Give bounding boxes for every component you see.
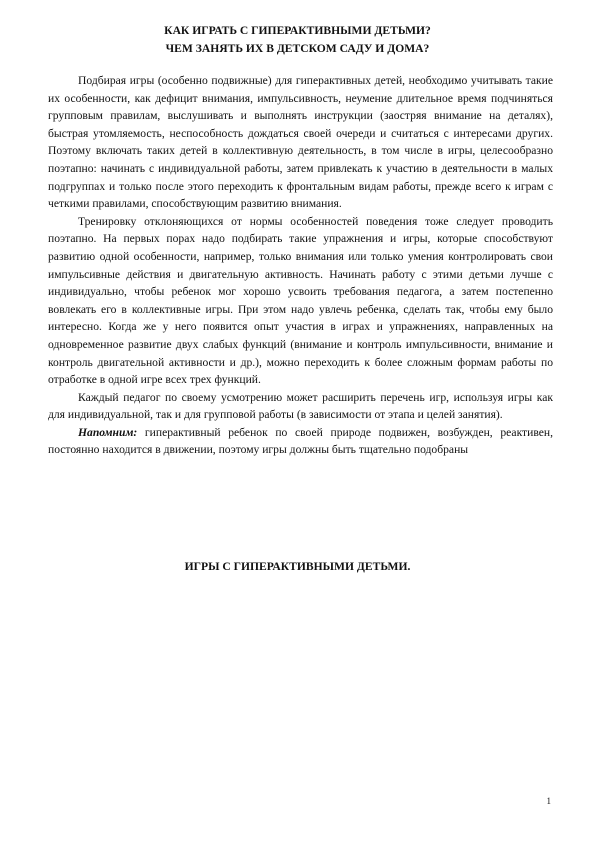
reminder-paragraph: [48, 424, 553, 459]
title-line-2: ЧЕМ ЗАНЯТЬ ИХ В ДЕТСКОМ САДУ И ДОМА?: [165, 42, 430, 55]
page-title: [60, 22, 535, 58]
section-heading: ИГРЫ С ГИПЕРАКТИВНЫМИ ДЕТЬМИ.: [184, 560, 411, 573]
title-line-1: КАК ИГРАТЬ С ГИПЕРАКТИВНЫМИ ДЕТЬМИ?: [164, 24, 431, 37]
paragraph-3: Каждый педагог по своему усмотрению может расширить перечень игр, используя игры как для индивидуальной, так и для групповой работы (в зависимости от этапа и целей занятия).: [48, 390, 553, 422]
page-number: 1: [546, 796, 551, 806]
paragraph-2: Тренировку отклоняющихся от нормы особенностей поведения тоже следует проводить поэтапно. На первых порах надо подбирать такие упражнения и игры, которые способствуют развитию одной особенности, например, только внимания или только умения контролировать свои импульсивные действия и двигательную активность. Начинать работу с этими детьми лучше с индивидуально, чтобы ребенок мог хорошо усвоить требования педагога, а затем постепенно вовлекать его в коллективные игры. При этом надо увлечь ребенка, сделать так, чтобы ему было интересно. Когда же у него появится опыт участия в играх и упражнениях, направленных на одновременное развитие двух слабых функций (внимание и контроль импульсивности, внимание и контроль двигательной активности и др.), можно переходить к более сложным формам работы по отработке в одной игре всех трех функций.: [48, 214, 553, 387]
reminder-lead: Напомним:: [78, 425, 138, 439]
body-text: [48, 72, 553, 459]
paragraph-1: Подбирая игры (особенно подвижные) для гиперактивных детей, необходимо учитывать такие их особенности, как дефицит внимания, импульсивность, неумение длительное время подчиняться групповым правилам, выслушивать и выполнять инструкции (заостряя внимание на деталях), быстрая утомляемость, неспособность дождаться своей очереди и считаться с интересами других. Поэтому включать таких детей в коллективную деятельность, в том числе в игры, целесообразно поэтапно: начинать с индивидуальной работы, затем привлекать к участию в деятельности в малых подгруппах и только после этого переходить к фронтальным видам работы, прежде всего к играм с четкими правилами, способствующим развитию внимания.: [48, 74, 553, 211]
reminder-text: гиперактивный ребенок по своей природе подвижен, возбужден, реактивен, постоянно находится в движении, поэтому игры должны быть тщательно подобраны: [48, 425, 553, 457]
